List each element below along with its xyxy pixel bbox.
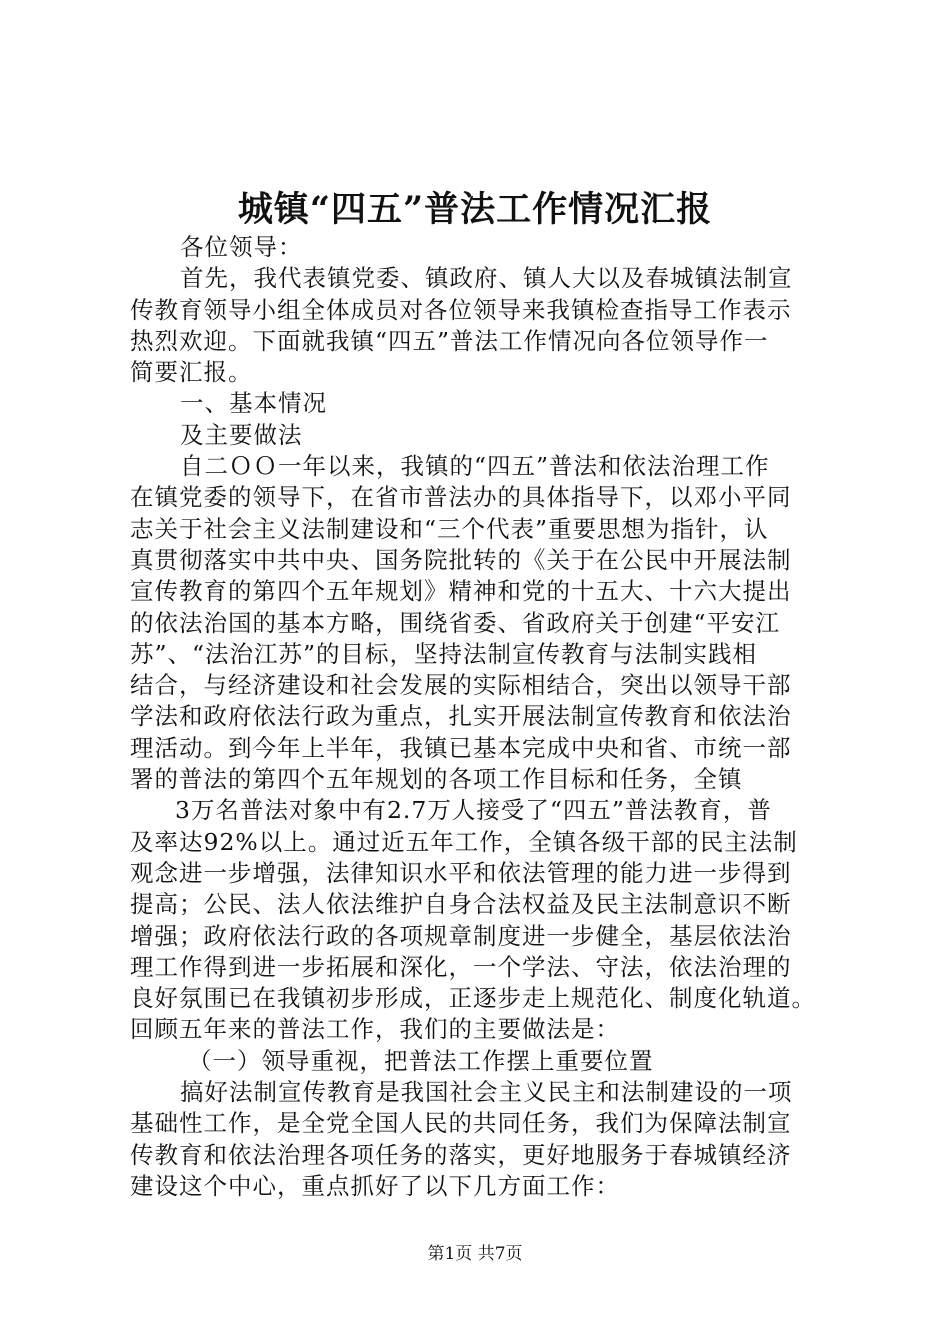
text-line: 回顾五年来的普法工作，我们的主要做法是： (130, 1015, 620, 1044)
text-line: 志关于社会主义法制建设和“三个代表”重要思想为指针，认 (130, 514, 769, 543)
document-body (130, 232, 835, 1202)
text-line: 首先，我代表镇党委、镇政府、镇人大以及春城镇法制宣 (180, 264, 793, 293)
text-line: 苏”、“法治江苏”的目标，坚持法制宣传教育与法制实践相 (130, 639, 758, 668)
text-line: 基础性工作，是全党全国人民的共同任务，我们为保障法制宣 (130, 1109, 792, 1138)
text-line: 宣传教育的第四个五年规划》精神和党的十五大、十六大提出 (130, 577, 792, 606)
text-line: 及率达92%以上。通过近五年工作，全镇各级干部的民主法制 (130, 827, 798, 856)
text-line: 传教育和依法治理各项任务的落实，更好地服务于春城镇经济 (130, 1140, 792, 1169)
text-line: 热烈欢迎。下面就我镇“四五”普法工作情况向各位领导作一 (130, 326, 769, 355)
text-line: 真贯彻落实中共中央、国务院批转的《关于在公民中开展法制 (130, 545, 792, 574)
text-line: 署的普法的第四个五年规划的各项工作目标和任务，全镇 (130, 765, 743, 794)
text-line: 观念进一步增强，法律知识水平和依法管理的能力进一步得到 (130, 858, 792, 887)
text-line: 理工作得到进一步拓展和深化，一个学法、守法，依法治理的 (130, 952, 792, 981)
section-heading: （一）领导重视，把普法工作摆上重要位置 (188, 1046, 654, 1075)
text-line: 传教育领导小组全体成员对各位领导来我镇检查指导工作表示 (130, 295, 792, 324)
text-line: 学法和政府依法行政为重点，扎实开展法制宣传教育和依法治 (130, 702, 792, 731)
page-footer: 第1页 共7页 (427, 1244, 523, 1264)
section-heading: 及主要做法 (180, 420, 303, 449)
text-line: 建设这个中心，重点抓好了以下几方面工作： (130, 1171, 620, 1200)
text-line: 增强；政府依法行政的各项规章制度进一步健全，基层依法治 (130, 921, 792, 950)
text-line: 提高；公民、法人依法维护自身合法权益及民主法制意识不断 (130, 890, 792, 919)
section-heading: 一、基本情况 (180, 389, 327, 418)
text-line: 搞好法制宣传教育是我国社会主义民主和法制建设的一项 (180, 1078, 793, 1107)
text-line: 简要汇报。 (130, 358, 253, 387)
text-line: 的依法治国的基本方略，围绕省委、省政府关于创建“平安江 (130, 608, 781, 637)
text-line: 各位领导： (180, 233, 303, 261)
text-line: 3万名普法对象中有2.7万人接受了“四五”普法教育，普 (175, 796, 772, 825)
text-line: 良好氛围已在我镇初步形成，正逐步走上规范化、制度化轨道。 (130, 984, 816, 1013)
text-line: 结合，与经济建设和社会发展的实际相结合，突出以领导干部 (130, 671, 792, 700)
text-line: 在镇党委的领导下，在省市普法办的具体指导下，以邓小平同 (130, 483, 792, 512)
document-title: 城镇“四五”普法工作情况汇报 (237, 189, 713, 230)
text-line: 自二ＯＯ一年以来，我镇的“四五”普法和依法治理工作 (180, 452, 770, 481)
text-line: 理活动。到今年上半年，我镇已基本完成中央和省、市统一部 (130, 733, 792, 762)
